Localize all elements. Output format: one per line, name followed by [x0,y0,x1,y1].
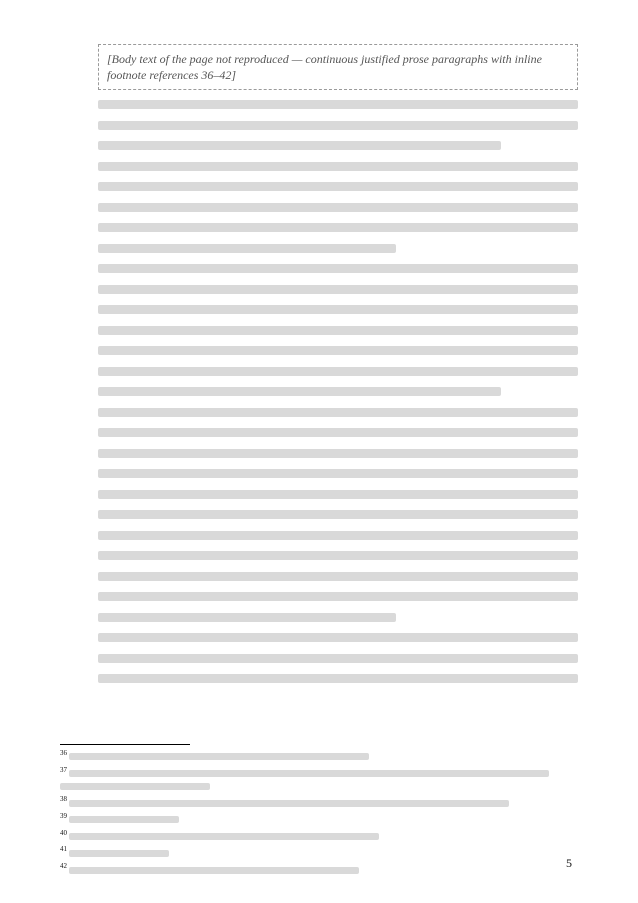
footnote-37-cont [60,781,580,794]
footnote-36: 36 [60,747,580,764]
body-text-line [98,367,578,376]
body-text-placeholder: [Body text of the page not reproduced — continuous justified prose paragraphs with inline footnote references 36–42] [98,44,578,90]
footnote-41: 41 [60,843,580,860]
body-text-line [98,182,578,191]
body-text-line [98,305,578,314]
body-text-line [98,654,578,663]
body-text-line [98,203,578,212]
body-text-line [98,162,578,171]
body-text-line [98,633,578,642]
footnote-separator [60,744,190,745]
body-text-line [98,469,578,478]
footnote-40: 40 [60,827,580,844]
body-text-line [98,141,501,150]
footnote-39: 39 [60,810,580,827]
body-text-line [98,121,578,130]
body-text-line [98,223,578,232]
body-text-line [98,674,578,683]
footnote-37: 37 [60,764,580,781]
body-text-line [98,408,578,417]
body-text-line [98,326,578,335]
body-text-line [98,592,578,601]
body-text-line [98,551,578,560]
body-text-line [98,510,578,519]
page-number: 5 [566,856,572,870]
footnote-38: 38 [60,793,580,810]
body-text-line [98,387,501,396]
body-text-line [98,285,578,294]
body-text-line [98,572,578,581]
body-text-line [98,264,578,273]
body-text-line [98,449,578,458]
body-text-line [98,100,578,109]
body-text-line [98,428,578,437]
body-text-line [98,490,578,499]
body-text-line [98,531,578,540]
body-text-line [98,346,578,355]
body-text-column [98,44,578,694]
body-text-line [98,613,396,622]
body-text-lines [98,100,578,683]
body-text-line [98,244,396,253]
footnote-42: 42 [60,860,580,877]
footnotes-block [60,747,580,877]
